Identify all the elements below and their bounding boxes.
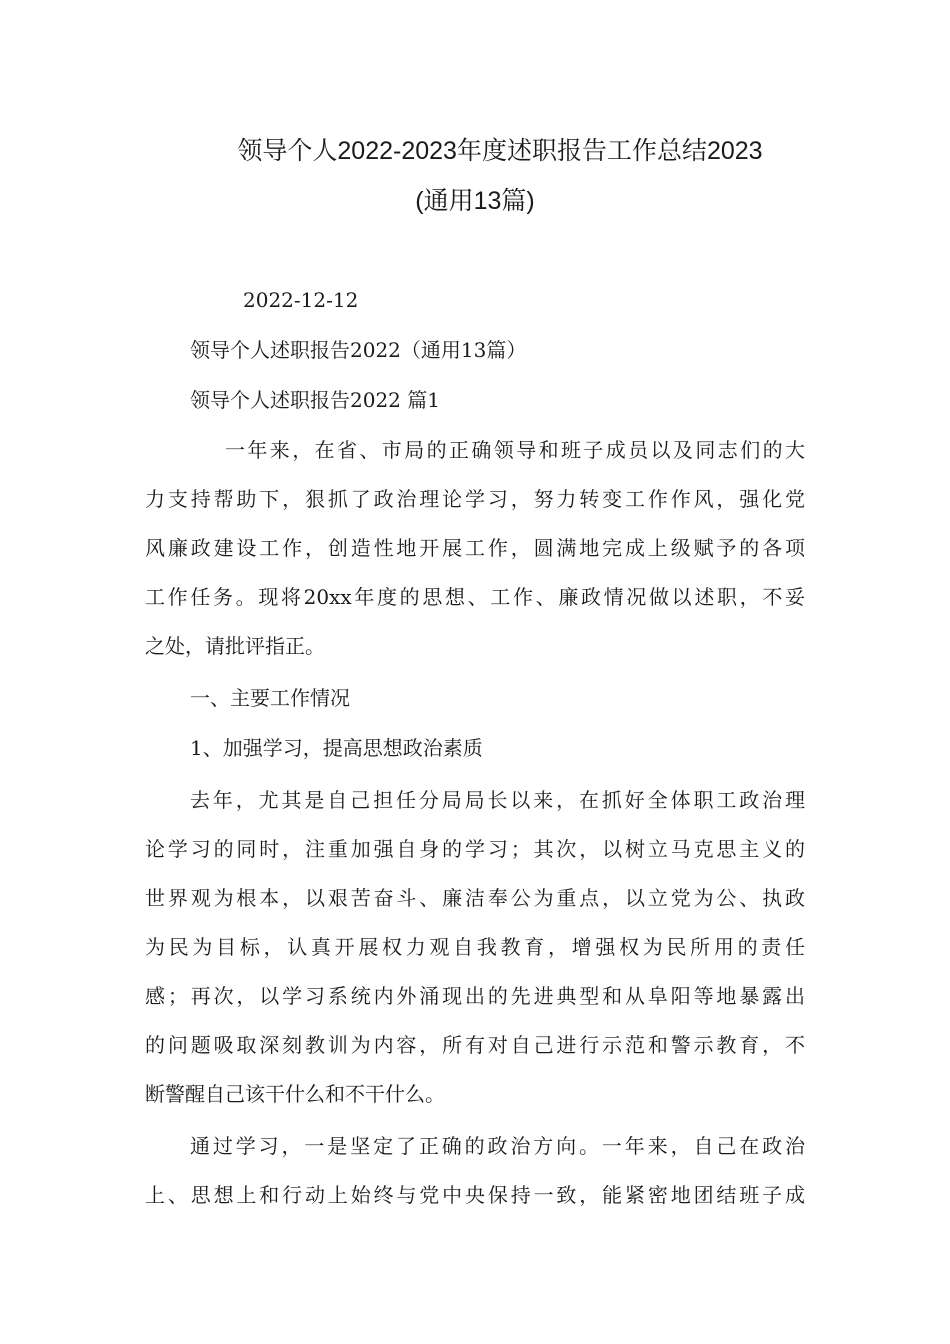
paragraph-line: 之处，请批评指正。 [145, 634, 325, 658]
paragraph-line: 一年来，在省、市局的正确领导和班子成员以及同志们的大 [225, 438, 805, 462]
paragraph-line: 为民为目标，认真开展权力观自我教育，增强权为民所用的责任 [145, 935, 805, 959]
paragraph-line: 通过学习，一是坚定了正确的政治方向。一年来，自己在政治 [190, 1134, 805, 1158]
paragraph-line: 上、思想上和行动上始终与党中央保持一致，能紧密地团结班子成 [145, 1183, 805, 1207]
section-label: 领导个人述职报告2022 篇1 [190, 388, 440, 412]
paragraph-line: 断警醒自己该干什么和不干什么。 [145, 1082, 445, 1106]
document-title-line1: 领导个人2022-2023年度述职报告工作总结2023 [237, 137, 763, 165]
paragraph-line: 论学习的同时，注重加强自身的学习；其次，以树立马克思主义的 [145, 837, 805, 861]
document-subtitle: 领导个人述职报告2022（通用13篇） [190, 338, 527, 362]
paragraph-line: 力支持帮助下，狠抓了政治理论学习，努力转变工作作风，强化党 [145, 487, 805, 511]
subsection-heading: 1、加强学习，提高思想政治素质 [190, 736, 483, 760]
paragraph-line: 世界观为根本，以艰苦奋斗、廉洁奉公为重点，以立党为公、执政 [145, 886, 805, 910]
paragraph-line: 去年，尤其是自己担任分局局长以来，在抓好全体职工政治理 [190, 788, 805, 812]
paragraph-line: 风廉政建设工作，创造性地开展工作，圆满地完成上级赋予的各项 [145, 536, 805, 560]
document-title-line2: (通用13篇) [415, 187, 535, 215]
paragraph-line: 工作任务。现将20xx年度的思想、工作、廉政情况做以述职，不妥 [145, 585, 805, 609]
paragraph-line: 感；再次，以学习系统内外涌现出的先进典型和从阜阳等地暴露出 [145, 984, 805, 1008]
section-heading: 一、主要工作情况 [190, 686, 350, 710]
document-date: 2022-12-12 [243, 288, 359, 312]
paragraph-line: 的问题吸取深刻教训为内容，所有对自己进行示范和警示教育，不 [145, 1033, 805, 1057]
